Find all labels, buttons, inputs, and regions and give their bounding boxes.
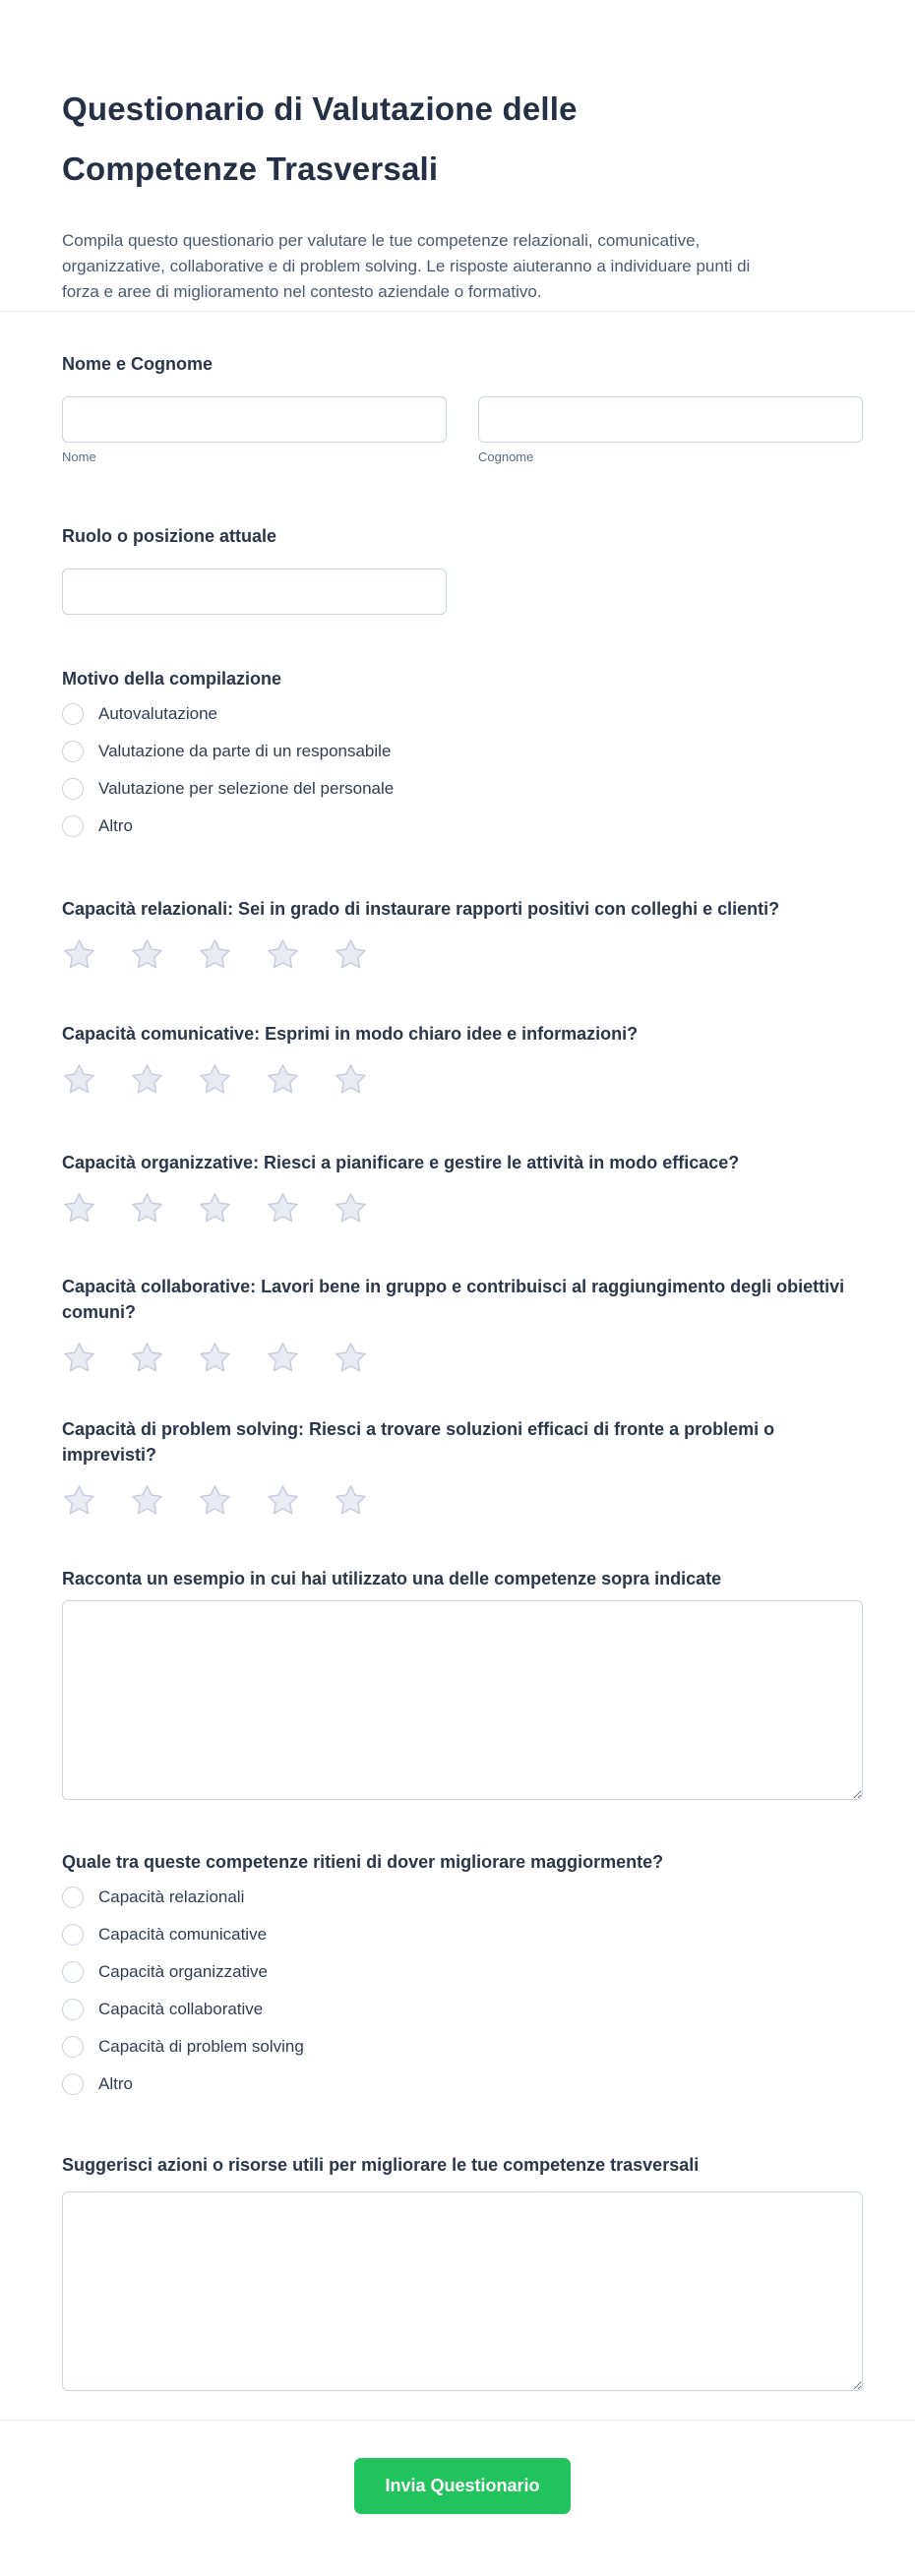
header-divider [0, 311, 915, 312]
radio-button-icon[interactable] [62, 1999, 84, 2020]
radio-button-icon[interactable] [62, 778, 84, 800]
footer-divider [0, 2420, 915, 2421]
reason-field-label: Motivo della compilazione [62, 669, 282, 689]
radio-button-icon[interactable] [62, 703, 84, 725]
star-icon[interactable] [266, 1191, 300, 1226]
star-icon[interactable] [62, 1483, 96, 1518]
name-field-label: Nome e Cognome [62, 354, 214, 374]
radio-button-icon[interactable] [62, 1924, 84, 1946]
radio-option-valutazione-responsabile[interactable]: Valutazione da parte di un responsabile [62, 741, 391, 762]
first-name-sublabel: Nome [62, 449, 96, 464]
star-rating [62, 1341, 863, 1375]
reason-radio-group [62, 666, 863, 837]
star-icon[interactable] [334, 1483, 368, 1518]
example-field-label: Racconta un esempio in cui hai utilizzato una delle competenze sopra indicate [62, 1569, 722, 1588]
role-field-block [62, 523, 863, 615]
radio-button-icon[interactable] [62, 1961, 84, 1983]
example-field-block [62, 1566, 863, 1800]
radio-option-capacita-organizzative[interactable]: Capacità organizzative [62, 1961, 268, 1983]
submit-row [62, 2458, 863, 2514]
first-name-input[interactable] [62, 396, 447, 443]
rating-block-problem-solving [62, 1416, 863, 1518]
rating-block-collaborative [62, 1274, 863, 1375]
form-title: Questionario di Valutazione delle Competenze Trasversali [62, 90, 578, 187]
rating-block-organizzative [62, 1150, 863, 1226]
role-field-label: Ruolo o posizione attuale [62, 526, 277, 546]
radio-option-capacita-comunicative[interactable]: Capacità comunicative [62, 1924, 267, 1946]
role-input[interactable] [62, 569, 447, 615]
submit-button[interactable]: Invia Questionario [354, 2458, 570, 2514]
radio-button-icon[interactable] [62, 741, 84, 762]
star-rating [62, 937, 863, 972]
star-icon[interactable] [62, 1191, 96, 1226]
example-textarea[interactable] [62, 1600, 863, 1800]
radio-option-altro[interactable]: Altro [62, 2073, 133, 2095]
radio-option-capacita-problem-solving[interactable]: Capacità di problem solving [62, 2036, 304, 2058]
star-rating [62, 1191, 863, 1226]
star-rating [62, 1062, 863, 1097]
suggestions-field-label: Suggerisci azioni o risorse utili per migliorare le tue competenze trasversali [62, 2155, 700, 2175]
rating-question-label: Capacità comunicative: Esprimi in modo chiaro idee e informazioni? [62, 1024, 639, 1044]
rating-question-label: Capacità relazionali: Sei in grado di instaurare rapporti positivi con colleghi e clienti? [62, 899, 780, 919]
rating-question-label: Capacità di problem solving: Riesci a trovare soluzioni efficaci di fronte a problemi o imprevisti? [62, 1419, 775, 1465]
radio-button-icon[interactable] [62, 2036, 84, 2058]
suggestions-textarea[interactable] [62, 2191, 863, 2391]
star-icon[interactable] [334, 1062, 368, 1097]
star-icon[interactable] [198, 937, 232, 972]
star-icon[interactable] [130, 1062, 164, 1097]
star-icon[interactable] [266, 937, 300, 972]
star-icon[interactable] [266, 1062, 300, 1097]
last-name-sublabel: Cognome [478, 449, 534, 464]
star-icon[interactable] [198, 1341, 232, 1375]
improve-field-label: Quale tra queste competenze ritieni di dover migliorare maggiormente? [62, 1852, 664, 1872]
star-icon[interactable] [266, 1483, 300, 1518]
radio-option-valutazione-selezione[interactable]: Valutazione per selezione del personale [62, 778, 394, 800]
star-icon[interactable] [198, 1483, 232, 1518]
star-icon[interactable] [62, 1341, 96, 1375]
star-icon[interactable] [130, 1483, 164, 1518]
radio-option-capacita-relazionali[interactable]: Capacità relazionali [62, 1887, 244, 1908]
star-icon[interactable] [62, 1062, 96, 1097]
radio-button-icon[interactable] [62, 2073, 84, 2095]
radio-button-icon[interactable] [62, 1887, 84, 1908]
star-icon[interactable] [198, 1062, 232, 1097]
rating-question-label: Capacità collaborative: Lavori bene in gruppo e contribuisci al raggiungimento degli obiettivi comuni? [62, 1277, 845, 1322]
star-icon[interactable] [266, 1341, 300, 1375]
form-description: Compila questo questionario per valutare le tue competenze relazionali, comunicative, organizzative, collaborative e di problem solving. Le risposte aiuteranno a individuare punti di forza e aree di miglioramento nel contesto aziendale o formativo. [62, 231, 751, 301]
radio-button-icon[interactable] [62, 815, 84, 837]
star-icon[interactable] [334, 1191, 368, 1226]
star-icon[interactable] [62, 937, 96, 972]
last-name-input[interactable] [478, 396, 863, 443]
rating-block-comunicative [62, 1021, 863, 1097]
radio-option-altro[interactable]: Altro [62, 815, 133, 837]
star-icon[interactable] [130, 937, 164, 972]
rating-question-label: Capacità organizzative: Riesci a pianificare e gestire le attività in modo efficace? [62, 1153, 740, 1172]
star-icon[interactable] [198, 1191, 232, 1226]
improve-radio-group [62, 1849, 863, 2095]
star-rating [62, 1483, 863, 1518]
suggestions-field-block [62, 2152, 863, 2391]
radio-option-capacita-collaborative[interactable]: Capacità collaborative [62, 1999, 263, 2020]
star-icon[interactable] [334, 1341, 368, 1375]
name-field-block [62, 351, 863, 464]
star-icon[interactable] [130, 1341, 164, 1375]
radio-option-autovalutazione[interactable]: Autovalutazione [62, 703, 217, 725]
star-icon[interactable] [130, 1191, 164, 1226]
rating-block-relazionali [62, 896, 863, 972]
star-icon[interactable] [334, 937, 368, 972]
